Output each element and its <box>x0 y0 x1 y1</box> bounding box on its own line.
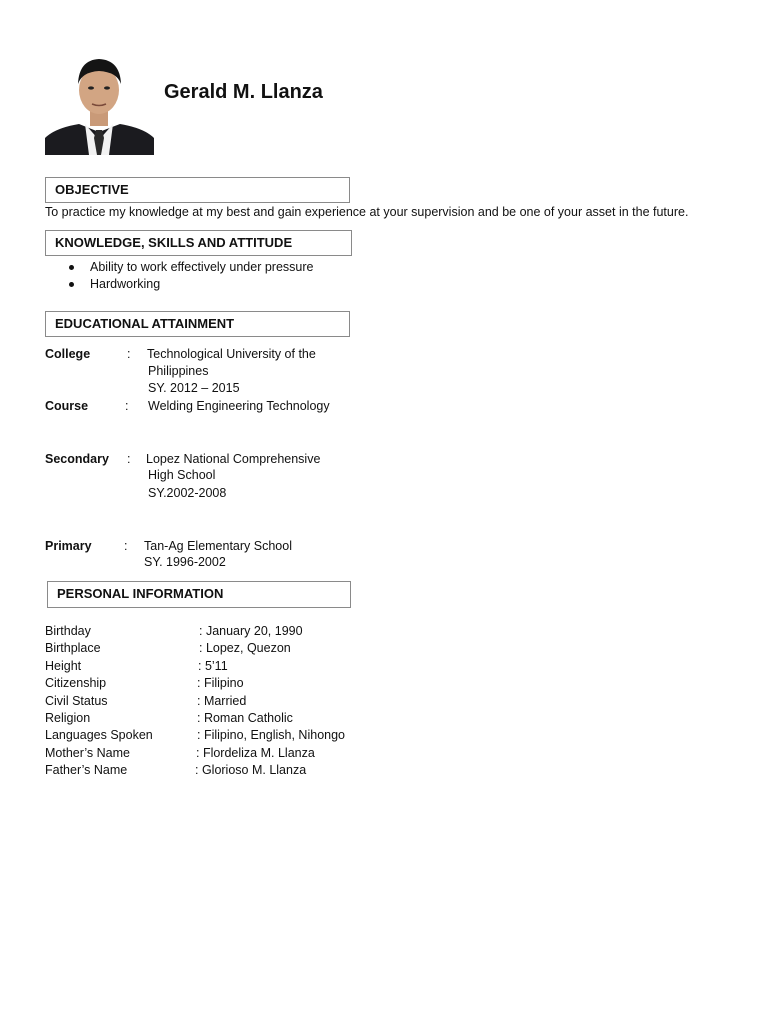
secondary-school-cont: High School <box>148 468 216 482</box>
bullet-icon <box>69 282 74 287</box>
skills-heading-box <box>45 230 352 256</box>
personal-row <box>45 675 365 692</box>
bullet-icon <box>69 265 74 270</box>
objective-text: To practice my knowledge at my best and gain experience at your supervision and be one of your asset in the future. <box>45 205 689 219</box>
personal-row-value: : Roman Catholic <box>197 710 293 725</box>
primary-school: Tan-Ag Elementary School <box>144 539 292 553</box>
course-label: Course <box>45 399 89 413</box>
personal-heading-box <box>47 581 351 608</box>
secondary-school-year: SY.2002-2008 <box>148 486 227 500</box>
personal-row-label: Height <box>45 658 82 673</box>
personal-row <box>45 658 365 675</box>
personal-heading: PERSONAL INFORMATION <box>57 586 224 601</box>
personal-row-value: : Lopez, Quezon <box>199 641 291 656</box>
course-value: Welding Engineering Technology <box>148 399 330 413</box>
personal-row-label: Birthplace <box>45 641 101 656</box>
personal-row-label: Civil Status <box>45 693 108 708</box>
college-colon: : <box>127 347 131 361</box>
personal-row <box>45 623 365 640</box>
skill-item-label: Ability to work effectively under pressure <box>90 260 314 274</box>
person-portrait-icon <box>45 50 154 155</box>
skill-item <box>69 276 349 293</box>
personal-row-label: Religion <box>45 710 91 725</box>
primary-label: Primary <box>45 539 92 553</box>
personal-row <box>45 640 365 657</box>
profile-photo <box>45 50 154 155</box>
personal-row-value: : 5’11 <box>198 658 228 673</box>
personal-row-value: : Filipino, English, Nihongo <box>197 728 345 743</box>
college-school-year: SY. 2012 – 2015 <box>148 381 240 395</box>
personal-row-value: : Flordeliza M. Llanza <box>196 745 315 760</box>
primary-school-year: SY. 1996-2002 <box>144 555 226 569</box>
personal-row-value: : Married <box>197 693 247 708</box>
candidate-name: Gerald M. Llanza <box>164 81 323 103</box>
personal-row <box>45 693 365 710</box>
primary-colon: : <box>124 539 128 553</box>
personal-row-value: : January 20, 1990 <box>199 624 303 638</box>
personal-info-list <box>45 623 365 780</box>
personal-row-label: Languages Spoken <box>45 728 153 743</box>
objective-heading: OBJECTIVE <box>55 182 129 197</box>
skill-item-label: Hardworking <box>90 277 161 291</box>
personal-row <box>45 727 365 744</box>
college-label: College <box>45 347 91 361</box>
skill-item <box>69 259 349 276</box>
education-heading: EDUCATIONAL ATTAINMENT <box>55 316 235 331</box>
personal-row-label: Birthday <box>45 624 91 638</box>
personal-row-label: Citizenship <box>45 676 107 691</box>
objective-heading-box <box>45 177 350 203</box>
personal-row-value: : Glorioso M. Llanza <box>195 763 307 778</box>
personal-row-label: Mother’s Name <box>45 745 130 760</box>
college-school: Technological University of the <box>147 347 316 361</box>
skills-heading: KNOWLEDGE, SKILLS AND ATTITUDE <box>55 235 293 250</box>
secondary-colon: : <box>127 452 131 466</box>
personal-row-label: Father’s Name <box>45 763 128 778</box>
course-colon: : <box>125 399 129 413</box>
secondary-label: Secondary <box>45 452 109 466</box>
secondary-school: Lopez National Comprehensive <box>146 452 321 466</box>
personal-row <box>45 710 365 727</box>
education-heading-box <box>45 311 350 337</box>
personal-row-value: : Filipino <box>197 676 244 691</box>
college-school-cont: Philippines <box>148 364 209 378</box>
personal-row <box>45 762 365 779</box>
personal-row <box>45 745 365 762</box>
